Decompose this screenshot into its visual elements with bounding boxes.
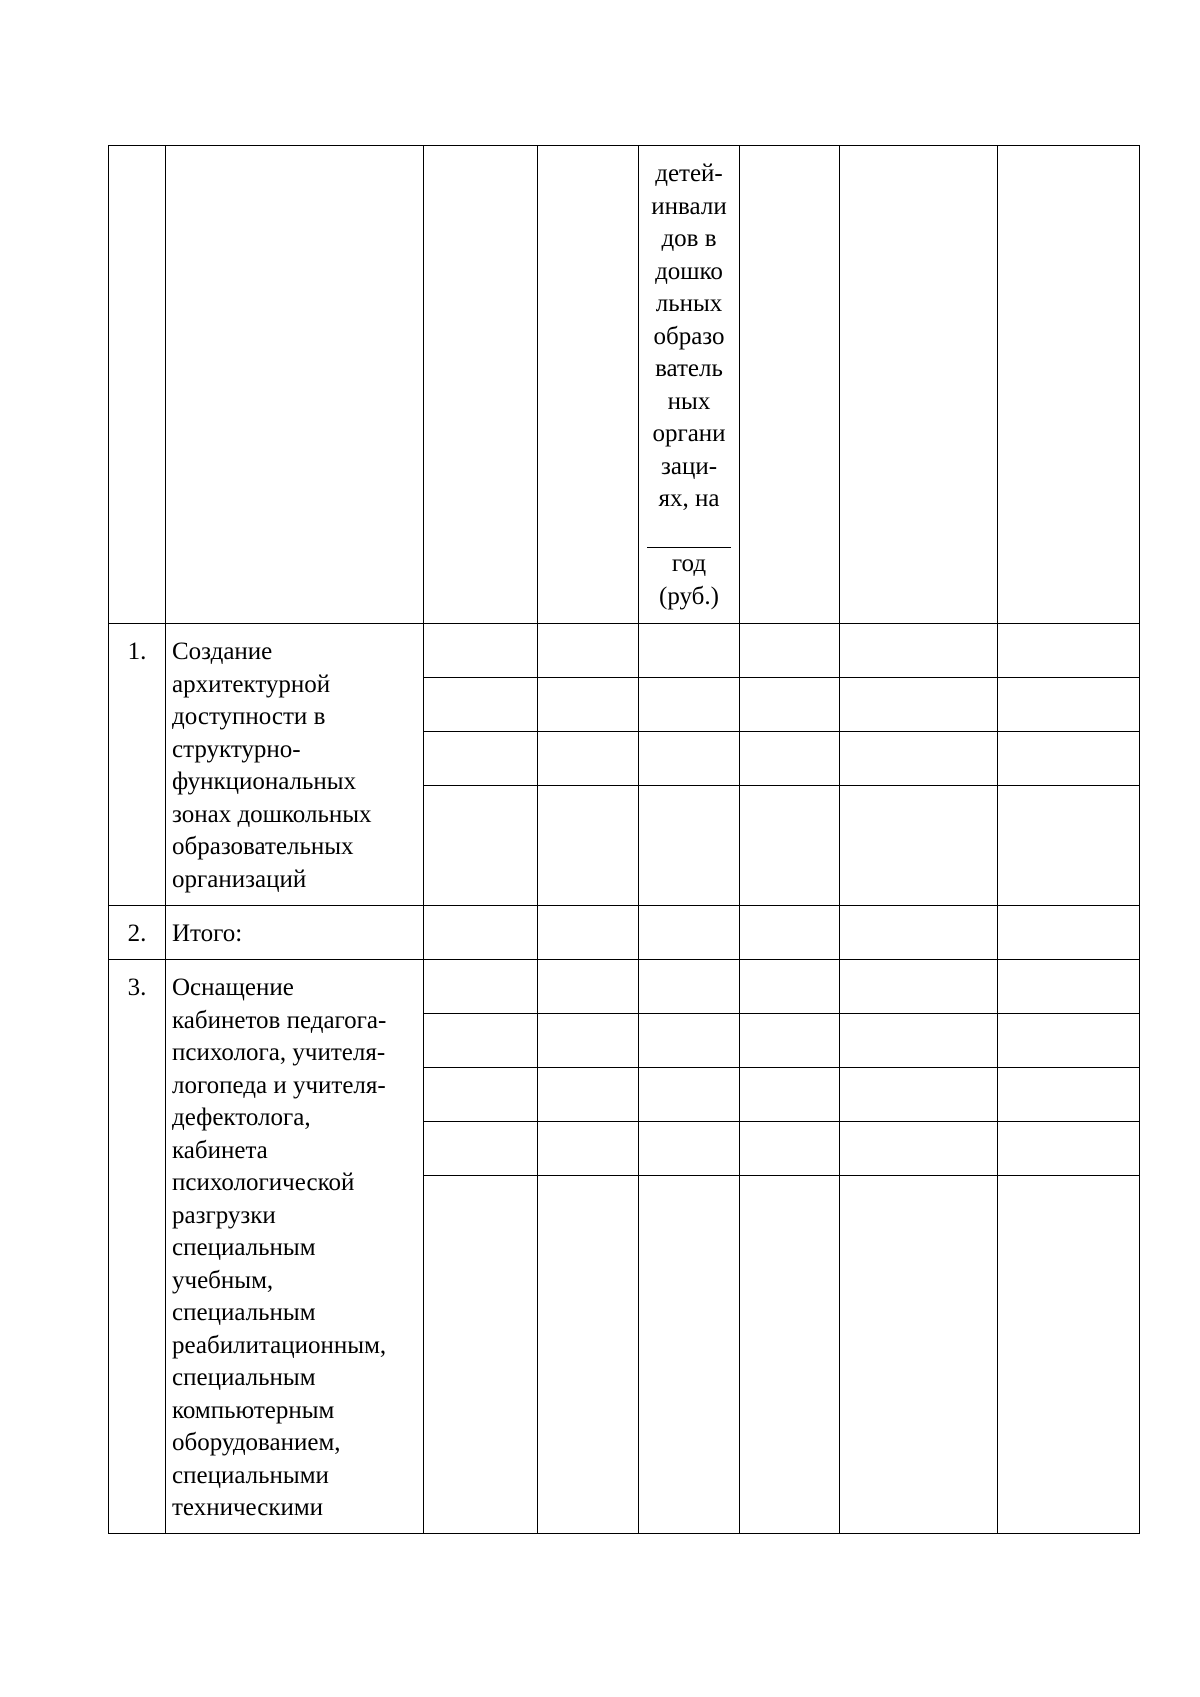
table-cell[interactable] [538, 1014, 639, 1068]
table-cell[interactable] [740, 1014, 840, 1068]
table-cell[interactable] [639, 732, 740, 786]
table-cell[interactable] [424, 678, 538, 732]
table-cell[interactable] [998, 1176, 1140, 1534]
table-cell[interactable] [740, 1122, 840, 1176]
header-cell-empty [109, 146, 166, 624]
header-cell-empty [998, 146, 1140, 624]
table-cell[interactable] [998, 960, 1140, 1014]
row-number: 2. [109, 906, 166, 960]
header-cell-empty [538, 146, 639, 624]
table-cell[interactable] [639, 906, 740, 960]
table-cell[interactable] [538, 960, 639, 1014]
table-cell[interactable] [639, 960, 740, 1014]
table-cell[interactable] [740, 678, 840, 732]
table-cell[interactable] [740, 732, 840, 786]
table-row [109, 624, 1140, 678]
row-title: Итого: [166, 906, 424, 960]
header-cell-empty [840, 146, 998, 624]
header-cell-disabled-children-cost: детей- инвали дов в дошко льных образо ватель ных органи заци- ях, на год (руб.) [639, 146, 740, 624]
header-cell-empty [424, 146, 538, 624]
table-cell[interactable] [538, 1122, 639, 1176]
table-cell[interactable] [424, 960, 538, 1014]
table-cell[interactable] [840, 1176, 998, 1534]
row-number: 1. [109, 624, 166, 906]
table-cell[interactable] [740, 1068, 840, 1122]
table-cell[interactable] [424, 624, 538, 678]
table-cell[interactable] [840, 786, 998, 906]
table-cell[interactable] [840, 624, 998, 678]
table-cell[interactable] [840, 732, 998, 786]
row-number: 3. [109, 960, 166, 1534]
table-cell[interactable] [840, 1014, 998, 1068]
table-cell[interactable] [740, 960, 840, 1014]
table-cell[interactable] [998, 678, 1140, 732]
table-cell[interactable] [639, 786, 740, 906]
table-cell[interactable] [998, 624, 1140, 678]
table-cell[interactable] [998, 732, 1140, 786]
document-table [108, 145, 1140, 1534]
table-cell[interactable] [424, 906, 538, 960]
table-cell[interactable] [840, 960, 998, 1014]
table-cell[interactable] [998, 1068, 1140, 1122]
header-cell-empty [740, 146, 840, 624]
table-cell[interactable] [538, 624, 639, 678]
table-cell[interactable] [639, 624, 740, 678]
table-row [109, 960, 1140, 1014]
table-cell[interactable] [538, 732, 639, 786]
table-cell[interactable] [639, 678, 740, 732]
table-cell[interactable] [740, 786, 840, 906]
table-cell[interactable] [424, 1068, 538, 1122]
table-cell[interactable] [998, 906, 1140, 960]
table-cell[interactable] [998, 786, 1140, 906]
table-cell[interactable] [840, 906, 998, 960]
table-cell[interactable] [424, 1122, 538, 1176]
year-blank-line [639, 516, 739, 549]
table-cell[interactable] [840, 678, 998, 732]
table-cell[interactable] [639, 1122, 740, 1176]
table-cell[interactable] [538, 786, 639, 906]
table-cell[interactable] [840, 1068, 998, 1122]
table-cell[interactable] [639, 1068, 740, 1122]
header-row [109, 146, 1140, 624]
table-cell[interactable] [639, 1176, 740, 1534]
table-cell[interactable] [424, 786, 538, 906]
table-row [109, 906, 1140, 960]
row-title: Создание архитектурной доступности в структурно- функциональных зонах дошкольных образовательных организаций [166, 624, 424, 906]
table-cell[interactable] [639, 1014, 740, 1068]
table-cell[interactable] [840, 1122, 998, 1176]
table-cell[interactable] [424, 1176, 538, 1534]
table-cell[interactable] [740, 906, 840, 960]
table-cell[interactable] [538, 1176, 639, 1534]
row-title: Оснащение кабинетов педагога- психолога, учителя- логопеда и учителя- дефектолога, кабинета психологической разгрузки специальным учебным, специальным реабилитационным, специальным компьютерным оборудованием, специальными техническими [166, 960, 424, 1534]
table-cell[interactable] [998, 1122, 1140, 1176]
header-cell-empty [166, 146, 424, 624]
table-cell[interactable] [740, 1176, 840, 1534]
table-cell[interactable] [424, 732, 538, 786]
table-cell[interactable] [538, 906, 639, 960]
table-cell[interactable] [538, 678, 639, 732]
table-cell[interactable] [998, 1014, 1140, 1068]
table-cell[interactable] [740, 624, 840, 678]
table-cell[interactable] [538, 1068, 639, 1122]
table-cell[interactable] [424, 1014, 538, 1068]
